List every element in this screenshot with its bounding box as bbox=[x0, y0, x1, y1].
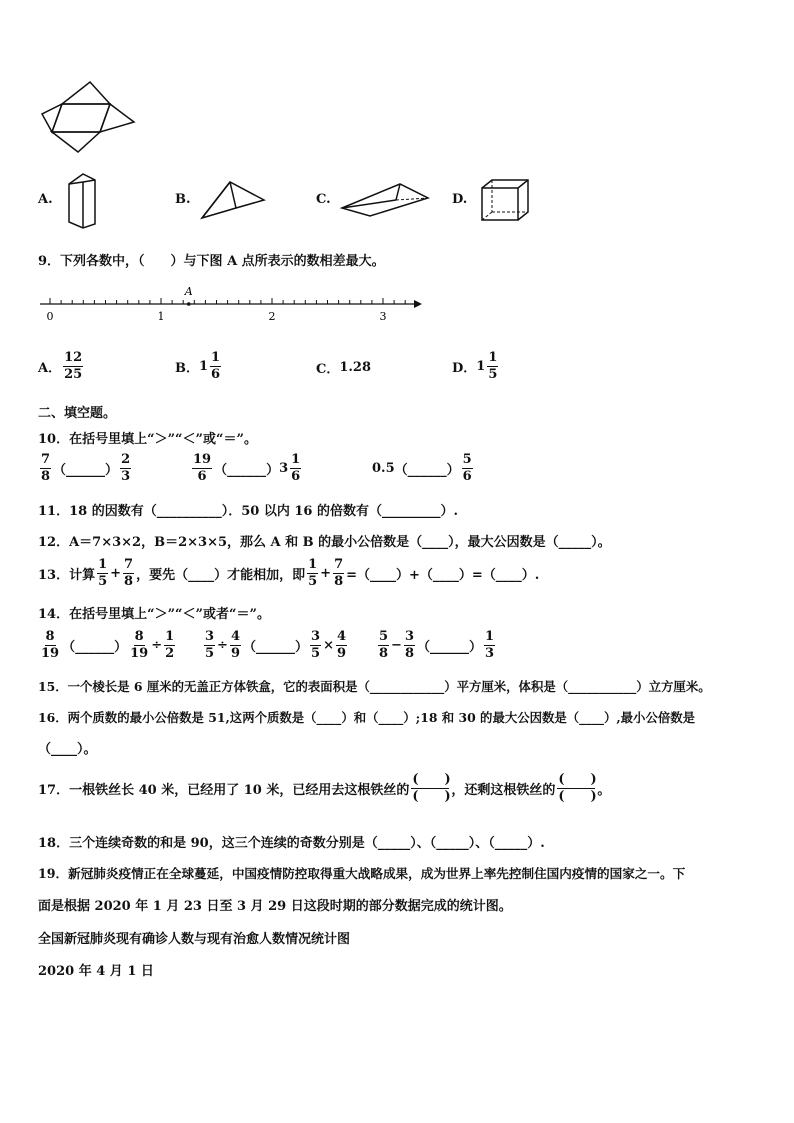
q13-question[interactable]: 13．计算 $\frac{1}{5}$ + $\frac{7}{8}$ ，要先（____）才能相加，即 $\frac{1}{5}$ + $\frac{7}{8}$ =（____）+（____）=（____）. bbox=[38, 557, 540, 589]
q10-item-2: $\frac{19}{6}$ （______） 3 $\frac{1}{6}$ bbox=[193, 452, 301, 484]
q10-item-1: $\frac{7}{8}$ （______） $\frac{2}{3}$ bbox=[41, 452, 131, 484]
q8-option-d-label: D. bbox=[452, 192, 468, 207]
fraction: $\frac{12}{25}$ bbox=[64, 350, 83, 382]
number-line bbox=[38, 284, 428, 324]
prism-c-figure[interactable] bbox=[338, 180, 432, 220]
chart-title: 全国新冠肺炎现有确诊人数与现有治愈人数情况统计图 bbox=[38, 932, 351, 947]
q16-question-line1[interactable]: 16．两个质数的最小公倍数是 51,这两个质数是（____）和（____）;18 和 30 的最大公因数是（____）,最小公倍数是 bbox=[38, 710, 696, 725]
q8-option-b-label: B. bbox=[175, 192, 191, 207]
answer-blank[interactable]: （______） bbox=[53, 463, 119, 478]
q10-item-3: 0.5 （______） $\frac{5}{6}$ bbox=[372, 452, 472, 484]
answer-blank[interactable]: （______） bbox=[243, 640, 309, 655]
q15-question[interactable]: 15．一个棱长是 6 厘米的无盖正方体铁盒，它的表面积是（____________）平方厘米，体积是（___________）立方厘米。 bbox=[38, 679, 711, 694]
q10-question: 10．在括号里填上“＞”“＜”或“＝”。 bbox=[38, 432, 257, 447]
q8-option-a-label: A. bbox=[38, 192, 53, 207]
q14-item-2: $\frac{3}{5}$ ÷ $\frac{4}{9}$ （______） $\frac{3}{5}$ × $\frac{4}{9}$ bbox=[205, 629, 347, 661]
q14-item-1: $\frac{8}{19}$ （______） $\frac{8}{19}$ ÷ $\frac{1}{2}$ bbox=[41, 629, 175, 661]
q18-question[interactable]: 18．三个连续奇数的和是 90，这三个连续的奇数分别是（_____）、（_____）、（_____）. bbox=[38, 836, 545, 851]
pyramid-net-figure bbox=[40, 80, 140, 156]
q9-option-a[interactable]: A． $\frac{12}{25}$ bbox=[38, 350, 83, 382]
q9-question: 9．下列各数中，（ ）与下图 A 点所表示的数相差最大。 bbox=[38, 254, 385, 269]
tick-label-2: 2 bbox=[268, 310, 276, 323]
tick-label-0: 0 bbox=[46, 310, 54, 323]
answer-blank[interactable]: （______） bbox=[394, 463, 460, 478]
answer-fraction-blank[interactable]: $\frac{( )}{( )}$ bbox=[558, 772, 597, 804]
answer-blank[interactable]: （______） bbox=[417, 640, 483, 655]
q9-option-b[interactable]: B． 1 $\frac{1}{6}$ bbox=[175, 350, 221, 382]
pyramid-b-figure[interactable] bbox=[198, 178, 270, 222]
tick-label-1: 1 bbox=[157, 310, 165, 323]
tick-label-3: 3 bbox=[379, 310, 387, 323]
point-a-label: A bbox=[184, 285, 193, 298]
q19-question-line2: 面是根据 2020 年 1 月 23 日至 3 月 29 日这段时期的部分数据完成的统计图。 bbox=[38, 899, 512, 914]
q14-item-3: $\frac{5}{8}$ − $\frac{3}{8}$ （______） $\frac{1}{3}$ bbox=[379, 629, 495, 661]
q11-question[interactable]: 11．18 的因数有（__________）．50 以内 16 的倍数有（_________）. bbox=[38, 504, 458, 519]
chart-date: 2020 年 4 月 1 日 bbox=[38, 964, 154, 979]
q16-question-line2[interactable]: （____）。 bbox=[38, 742, 97, 757]
q9-option-d[interactable]: D． 1 $\frac{1}{5}$ bbox=[452, 350, 498, 382]
q17-question: 17．一根铁丝长 40 米，已经用了 10 米，已经用去这根铁丝的 $\frac{( )}{( )}$ ，还剩这根铁丝的 $\frac{( )}{( )}$ 。 bbox=[38, 772, 611, 804]
answer-fraction-blank[interactable]: $\frac{( )}{( )}$ bbox=[412, 772, 451, 804]
q12-question[interactable]: 12．A＝7×3×2，B＝2×3×5，那么 A 和 B 的最小公倍数是（____），最大公因数是（_____）。 bbox=[38, 535, 611, 550]
q8-option-c-label: C. bbox=[316, 192, 331, 207]
answer-blank[interactable]: （______） bbox=[214, 463, 280, 478]
answer-blank[interactable]: （______） bbox=[62, 640, 128, 655]
q14-question: 14．在括号里填上“＞”“＜”或者“＝”。 bbox=[38, 607, 270, 622]
point-a-marker bbox=[187, 302, 191, 306]
q9-option-c[interactable]: C． 1.28 bbox=[316, 360, 372, 377]
q19-question-line1: 19．新冠肺炎疫情正在全球蔓延，中国疫情防控取得重大战略成果，成为世界上率先控制住国内疫情的国家之一。下 bbox=[38, 866, 686, 881]
section-title: 二、填空题。 bbox=[38, 406, 117, 421]
cube-d-figure[interactable] bbox=[478, 178, 532, 224]
prism-a-figure[interactable] bbox=[65, 172, 105, 232]
